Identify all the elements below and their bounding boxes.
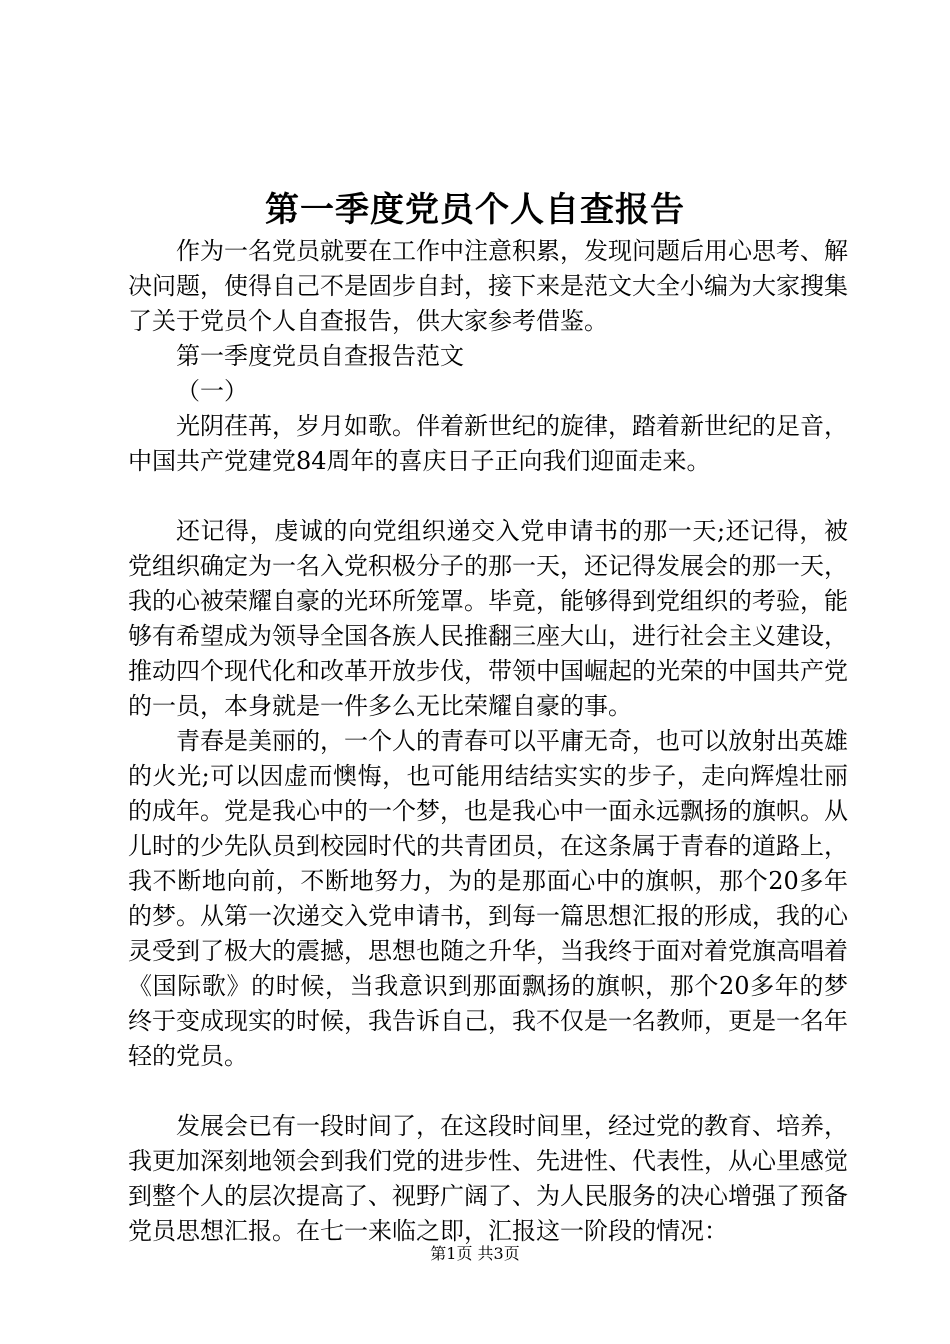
intro-paragraph: 作为一名党员就要在工作中注意积累，发现问题后用心思考、解决问题，使得自己不是固步自封，接下来是范文大全小编为大家搜集了关于党员个人自查报告，供大家参考借鉴。 <box>128 237 848 335</box>
section-number: （一） <box>176 377 248 405</box>
body-paragraph: 光阴荏苒，岁月如歌。伴着新世纪的旋律，踏着新世纪的足音，中国共产党建党84周年的喜庆日子正向我们迎面走来。 <box>128 412 848 475</box>
body-paragraph: 还记得，虔诚的向党组织递交入党申请书的那一天;还记得，被党组织确定为一名入党积极分子的那一天，还记得发展会的那一天，我的心被荣耀自豪的光环所笼罩。毕竟，能够得到党组织的考验，能够有希望成为领导全国各族人民推翻三座大山，进行社会主义建设，推动四个现代化和改革开放步伐，带领中国崛起的光荣的中国共产党的一员，本身就是一件多么无比荣耀自豪的事。 <box>128 517 848 720</box>
body-paragraph: 发展会已有一段时间了，在这段时间里，经过党的教育、培养，我更加深刻地领会到我们党的进步性、先进性、代表性，从心里感觉到整个人的层次提高了、视野广阔了、为人民服务的决心增强了预备党员思想汇报。在七一来临之即，汇报这一阶段的情况： <box>128 1112 848 1245</box>
document-body <box>128 234 848 1249</box>
section-heading: 第一季度党员自查报告范文 <box>176 342 464 370</box>
document-title: 第一季度党员个人自查报告 <box>265 190 685 230</box>
body-paragraph: 青春是美丽的，一个人的青春可以平庸无奇，也可以放射出英雄的火光;可以因虚而懊悔，也可能用结结实实的步子，走向辉煌壮丽的成年。党是我心中的一个梦，也是我心中一面永远飘扬的旗帜。从儿时的少先队员到校园时代的共青团员，在这条属于青春的道路上，我不断地向前，不断地努力，为的是那面心中的旗帜，那个20多年的梦。从第一次递交入党申请书，到每一篇思想汇报的形成，我的心灵受到了极大的震撼，思想也随之升华，当我终于面对着党旗高唱着《国际歌》的时候，当我意识到那面飘扬的旗帜，那个20多年的梦终于变成现实的时候，我告诉自己，我不仅是一名教师，更是一名年轻的党员。 <box>128 727 848 1070</box>
page-footer: 第1页 共3页 <box>430 1244 520 1263</box>
